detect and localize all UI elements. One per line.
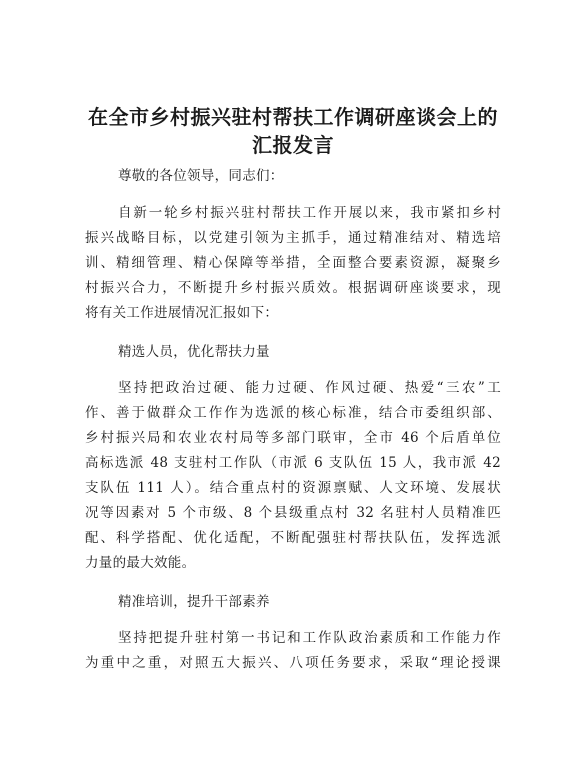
section-1-paragraph-line: 作、善于做群众工作作为选派的核心标准，结合市委组织部、 bbox=[85, 405, 501, 421]
section-1-paragraph-line: 乡村振兴局和农业农村局等多部门联审，全市 46 个后盾单位 bbox=[85, 430, 501, 446]
intro-paragraph-line: 振兴战略目标，以党建引领为主抓手，通过精准结对、精选培 bbox=[85, 230, 501, 246]
section-1-heading: 精选人员，优化帮扶力量 bbox=[118, 344, 270, 360]
section-1-paragraph-line: 力量的最大效能。 bbox=[85, 555, 196, 571]
intro-paragraph-line: 村振兴合力，不断提升乡村振兴质效。根据调研座谈要求，现 bbox=[85, 280, 501, 296]
section-1-paragraph-line: 况等因素对 5 个市级、8 个县级重点村 32 名驻村人员精准匹 bbox=[85, 505, 501, 521]
section-2-heading: 精准培训，提升干部素养 bbox=[118, 594, 270, 610]
section-2-paragraph-line: 坚持把提升驻村第一书记和工作队政治素质和工作能力作 bbox=[118, 630, 501, 646]
intro-paragraph-line: 训、精细管理、精心保障等举措，全面整合要素资源，凝聚乡 bbox=[85, 255, 501, 271]
intro-paragraph-line: 自新一轮乡村振兴驻村帮扶工作开展以来，我市紧扣乡村 bbox=[118, 205, 501, 221]
section-1-paragraph-line: 高标选派 48 支驻村工作队（市派 6 支队伍 15 人，我市派 42 bbox=[85, 455, 501, 471]
intro-paragraph-line: 将有关工作进展情况汇报如下： bbox=[85, 305, 279, 321]
salutation: 尊敬的各位领导，同志们： bbox=[118, 168, 284, 184]
section-1-paragraph-line: 坚持把政治过硬、能力过硬、作风过硬、热爱“三农”工 bbox=[118, 380, 501, 396]
document-title-line-2: 汇报发言 bbox=[252, 133, 334, 157]
document-title-line-1: 在全市乡村振兴驻村帮扶工作调研座谈会上的 bbox=[88, 105, 498, 129]
section-1-paragraph-line: 配、科学搭配、优化适配，不断配强驻村帮扶队伍，发挥选派 bbox=[85, 530, 501, 546]
section-2-paragraph-line: 为重中之重，对照五大振兴、八项任务要求，采取“理论授课 bbox=[85, 655, 501, 671]
section-1-paragraph-line: 支队伍 111 人）。结合重点村的资源禀赋、人文环境、发展状 bbox=[85, 480, 501, 496]
